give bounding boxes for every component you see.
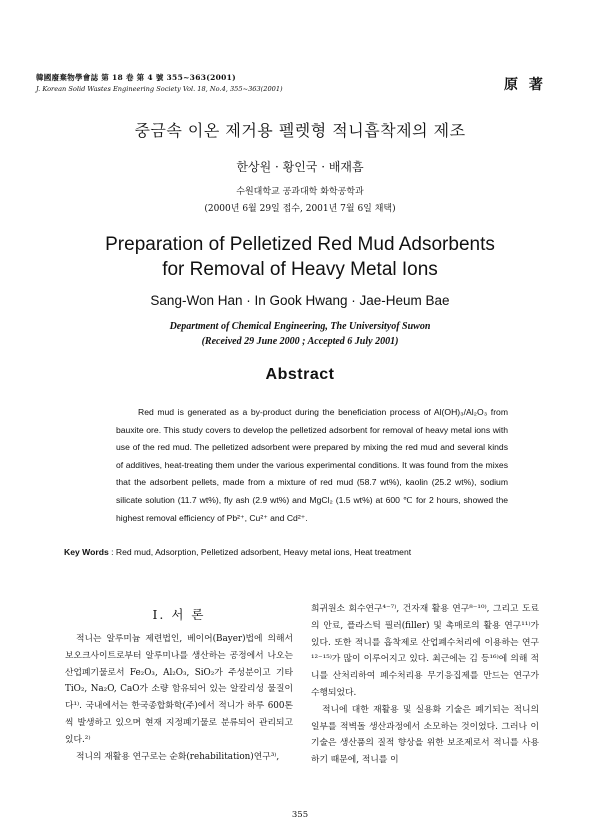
title-korean: 중금속 이온 제거용 펠렛형 적니흡착제의 제조 (134, 121, 466, 140)
page-number: 355 (291, 810, 309, 820)
authors-english: Sang-Won Han · In Gook Hwang · Jae-Heum Bae (150, 293, 450, 308)
right-column (311, 601, 539, 769)
paragraph: 희귀원소 회수연구⁴⁻⁷⁾, 건자재 활용 연구⁸⁻¹⁰⁾, 그리고 도료의 안료, 플라스틱 필러(filler) 및 촉매로의 활용 연구¹¹⁾가 있다. 또한 적니를 흡착제로 산업폐수처리에 이용하는 연구¹²⁻¹⁵⁾가 많이 이루어지고 있다. 최근에는 김 등¹⁶⁾에 의해 적니를 산처리하여 폐수처리용 무기응집제를 만드는 연구가 수행되었다. (311, 604, 539, 698)
keywords (64, 547, 411, 557)
title-english (0, 232, 600, 282)
abstract-body: Red mud is generated as a by-product during the beneficiation process of Al(OH)₃/Al₂O₃ from bauxite ore. This study covers to develop the pelletized adsorbent for removal of heavy metal ions with use of the red mud. The pelletized adsorbent were prepared by mixing the red mud and several kinds of additives, heat-treating them under the various experimental conditions. It was found from the mixes that the adsorbent pellets, made from a mixture of red mud (58.7 wt%), kaolin (25.2 wt%), sodium silicate solution (11.7 wt%), fly ash (2.9 wt%) and MgCl₂ (1.5 wt%) at 600 ℃ for 2 hours, showed the highest removal efficiency of Pb²⁺, Cu²⁺ and Cd²⁺. (116, 407, 508, 523)
keywords-text: : Red mud, Adsorption, Pelletized adsorbent, Heavy metal ions, Heat treatment (108, 547, 412, 557)
journal-header-english: J. Korean Solid Wastes Engineering Society Vol. 18, No.4, 355~363(2001) (36, 85, 283, 93)
left-column (65, 601, 293, 765)
abstract-heading: Abstract (265, 366, 335, 383)
paragraph: 적니는 알루미늄 제련법인, 베이어(Bayer)법에 의해서 보오크사이트로부터 알루미나를 생산하는 공정에서 나오는 산업폐기물로서 Fe₂O₃, Al₂O₃, SiO₂가 주성분이고 기타 TiO₂, Na₂O, CaO가 소량 함유되어 있는 알칼리성 물질이다¹⁾. 국내에서는 한국종합화학(주)에서 적니가 하루 600톤씩 발생하고 있으며 현재 지정폐기물로 분류되어 관리되고 있다.²⁾ (65, 634, 293, 745)
section-label: 原 著 (504, 77, 546, 93)
affiliation-korean: 수원대학교 공과대학 화학공학과 (236, 187, 364, 197)
title-english-line1: Preparation of Pelletized Red Mud Adsorbents (105, 234, 495, 255)
department-english: Department of Chemical Engineering, The Universityof Suwon (169, 321, 431, 332)
received-dates-english: (Received 29 June 2000 ; Accepted 6 July 2001) (201, 336, 399, 347)
paragraph: 적니의 재활용 연구로는 순화(rehabilitation)연구³⁾, (76, 751, 280, 762)
title-english-line2: for Removal of Heavy Metal Ions (162, 259, 438, 280)
paragraph: 적니에 대한 재활용 및 실용화 기술은 폐기되는 적니의 일부를 적벽돌 생산과정에서 소모하는 것이었다. 그러나 이 기술은 생산품의 질적 향상을 위한 보조제로서 적니를 사용하기 때문에, 적니를 이 (311, 704, 539, 766)
keywords-label: Key Words (64, 547, 109, 557)
journal-header-korean: 韓國廢棄物學會誌 第 18 卷 第 4 號 355~363(2001) (36, 73, 236, 82)
section-heading-introduction: Ⅰ. 서 론 (152, 607, 206, 622)
dates-korean: (2000년 6월 29일 접수, 2001년 7월 6일 채택) (204, 204, 396, 214)
authors-korean: 한상원 · 황인국 · 배재흠 (236, 160, 364, 174)
